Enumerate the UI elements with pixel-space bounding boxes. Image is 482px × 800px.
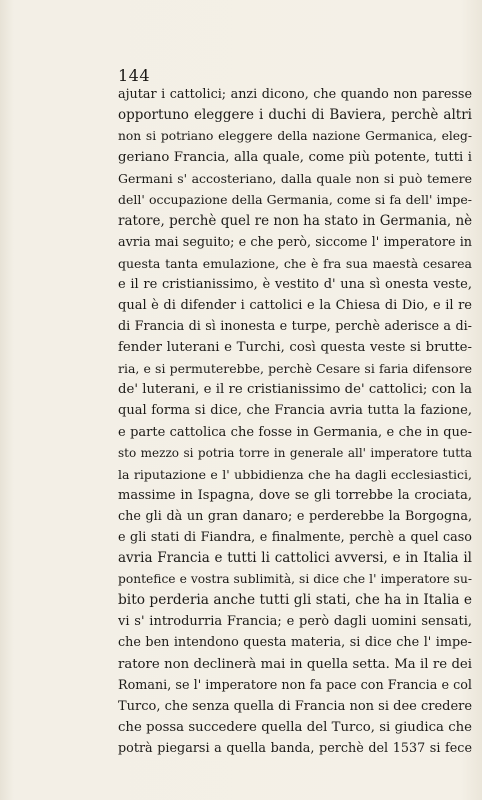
text-line: geriano Francia, alla quale, come più potente, tutti i (118, 150, 472, 166)
text-line: di Francia di sì inonesta e turpe, perchè aderisce a di- (118, 319, 472, 335)
page-number: 144 (118, 66, 151, 85)
text-line: e parte cattolica che fosse in Germania, e che in que- (118, 424, 472, 440)
text-line: potrà piegarsi a quella banda, perchè del 1537 si fece (118, 740, 472, 756)
text-line: de' luterani, e il re cristianissimo de' cattolici; con la (118, 382, 472, 398)
text-line: e il re cristianissimo, è vestito d' una sì onesta veste, (118, 276, 472, 292)
text-line: qual è di difender i cattolici e la Chiesa di Dio, e il re (118, 297, 472, 313)
text-line: ratore non declinerà mai in quella setta. Ma il re dei (118, 656, 472, 672)
text-line: sto mezzo si potria torre in generale all' imperatore tutta (118, 445, 472, 460)
text-line: Turco, che senza quella di Francia non si dee credere (118, 698, 472, 714)
text-line: avria mai seguito; e che però, siccome l' imperatore in (118, 234, 472, 250)
text-line: ria, e si permuterebbe, perchè Cesare si faria difensore (118, 361, 472, 377)
text-line: bito perderia anche tutti gli stati, che ha in Italia e (118, 592, 472, 609)
text-line: Germani s' accosteriano, dalla quale non si può temere (118, 171, 472, 187)
text-line: opportuno eleggere i duchi di Baviera, perchè altri (118, 107, 472, 124)
body-text (118, 84, 472, 759)
text-line: dell' occupazione della Germania, come si fa dell' impe- (118, 192, 472, 208)
text-line: la riputazione e l' ubbidienza che ha dagli ecclesiastici, (118, 466, 472, 482)
text-line: questa tanta emulazione, che è fra sua maestà cesarea (118, 255, 472, 271)
text-line: Romani, se l' imperatore non fa pace con Francia e col (118, 677, 472, 693)
text-line: vi s' introdurria Francia; e però dagli uomini sensati, (118, 614, 472, 630)
text-line: massime in Ispagna, dove se gli torrebbe la crociata, (118, 487, 472, 503)
text-line: avria Francia e tutti li cattolici avversi, e in Italia il (118, 550, 472, 567)
text-line: non si potriano eleggere della nazione Germanica, eleg- (118, 129, 472, 144)
text-line: e gli stati di Fiandra, e finalmente, perchè a quel caso (118, 529, 472, 545)
text-line: fender luterani e Turchi, così questa veste si brutte- (118, 340, 472, 356)
text-line: ajutar i cattolici; anzi dicono, che quando non paresse (118, 87, 472, 102)
text-line: pontefice e vostra sublimità, si dice che l' imperatore su- (118, 572, 472, 587)
text-line: ratore, perchè quel re non ha stato in Germania, nè (118, 212, 472, 229)
text-line: che gli dà un gran danaro; e perderebbe la Borgogna, (118, 508, 472, 524)
text-line: che ben intendono questa materia, si dice che l' impe- (118, 635, 472, 651)
text-line: che possa succedere quella del Turco, si giudica che (118, 719, 472, 735)
text-line: qual forma si dice, che Francia avria tutta la fazione, (118, 403, 472, 419)
